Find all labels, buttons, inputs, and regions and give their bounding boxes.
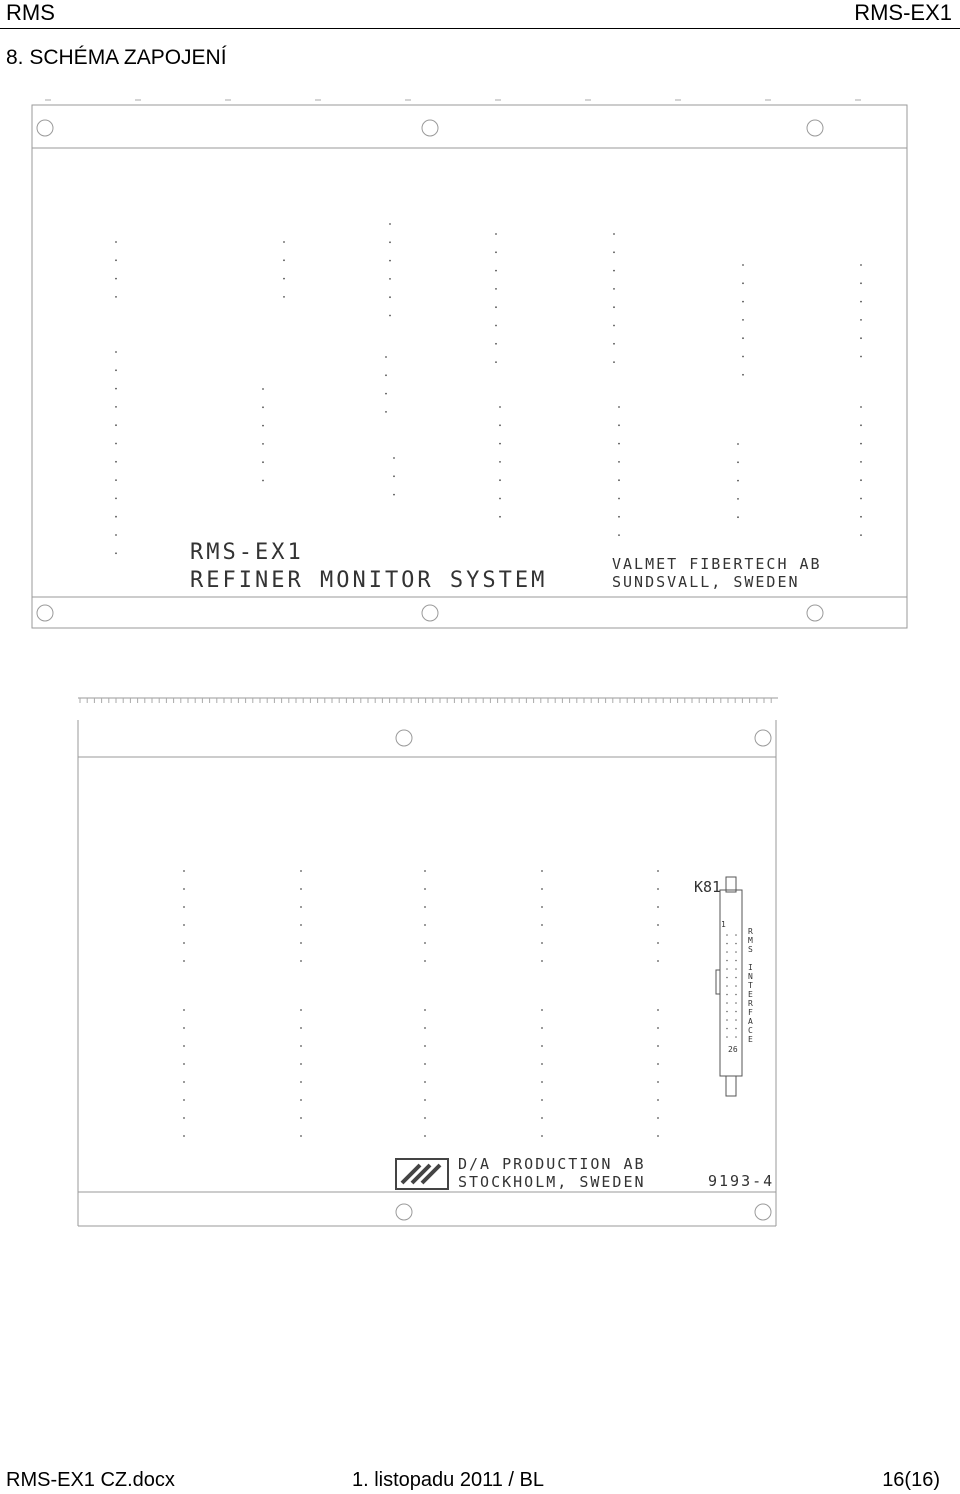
terminal-pin <box>424 1063 426 1065</box>
terminal-pin <box>262 388 264 390</box>
terminal-pin <box>495 306 497 308</box>
terminal-pin <box>115 241 117 243</box>
terminal-block-k21 <box>283 241 285 298</box>
terminal-pin <box>541 1081 543 1083</box>
terminal-block-k54 <box>860 406 862 536</box>
terminal-pin <box>393 494 395 496</box>
k81-pin <box>735 977 737 979</box>
terminal-block-k61 <box>183 870 185 962</box>
terminal-pin <box>300 1063 302 1065</box>
terminal-block-k76 <box>657 1009 659 1137</box>
terminal-pin <box>657 1135 659 1137</box>
terminal-pin <box>657 1081 659 1083</box>
terminal-pin <box>115 479 117 481</box>
terminal-pin <box>424 924 426 926</box>
board-1-outline <box>32 105 907 628</box>
k81-id: K81 <box>694 878 722 896</box>
terminal-pin <box>742 264 744 266</box>
terminal-pin <box>300 1117 302 1119</box>
terminal-pin <box>860 264 862 266</box>
terminal-pin <box>115 424 117 426</box>
terminal-block-k53 <box>860 264 862 357</box>
terminal-pin <box>283 296 285 298</box>
terminal-pin <box>183 1081 185 1083</box>
terminal-pin <box>385 411 387 413</box>
terminal-pin <box>657 924 659 926</box>
terminal-pin <box>262 443 264 445</box>
k81-pin <box>735 943 737 945</box>
footer-left: RMS-EX1 CZ.docx <box>6 1469 175 1491</box>
terminal-pin <box>393 475 395 477</box>
board-2-mounting-holes <box>396 730 771 1220</box>
terminal-pin <box>424 1135 426 1137</box>
terminal-pin <box>300 1009 302 1011</box>
k81-pin <box>735 960 737 962</box>
terminal-pin <box>495 233 497 235</box>
footer-center: 1. listopadu 2011 / BL <box>352 1469 544 1491</box>
terminal-pin <box>737 461 739 463</box>
terminal-pin <box>618 516 620 518</box>
terminal-pin <box>613 251 615 253</box>
terminal-pin <box>424 960 426 962</box>
terminal-pin <box>424 1009 426 1011</box>
terminal-block-k51 <box>742 264 744 376</box>
k81-latch-bottom <box>726 1076 736 1096</box>
terminal-block-k41 <box>495 233 497 363</box>
terminal-block-k32 <box>385 356 387 413</box>
terminal-pin <box>657 906 659 908</box>
mounting-hole <box>396 730 412 746</box>
k81-pin <box>735 1002 737 1004</box>
terminal-pin <box>389 241 391 243</box>
terminal-pin <box>860 337 862 339</box>
terminal-pin <box>499 498 501 500</box>
terminal-pin <box>541 1117 543 1119</box>
terminal-block-k12 <box>115 351 117 554</box>
terminal-pin <box>115 351 117 353</box>
mounting-hole <box>422 605 438 621</box>
terminal-pin <box>300 1027 302 1029</box>
board-2 <box>78 698 778 1226</box>
terminal-pin <box>541 1099 543 1101</box>
da-production-logo <box>396 1159 448 1189</box>
terminal-pin <box>300 924 302 926</box>
terminal-pin <box>657 870 659 872</box>
k81-pin <box>726 977 728 979</box>
k81-pin <box>726 951 728 953</box>
terminal-pin <box>495 343 497 345</box>
terminal-pin <box>115 278 117 280</box>
terminal-pin <box>262 480 264 482</box>
k81-connector <box>694 877 753 1096</box>
footer-right: 16(16) <box>882 1469 940 1491</box>
terminal-pin <box>300 1099 302 1101</box>
terminal-pin <box>300 1045 302 1047</box>
terminal-pin <box>424 1081 426 1083</box>
terminal-block-k22 <box>262 388 264 481</box>
terminal-pin <box>115 443 117 445</box>
terminal-pin <box>742 319 744 321</box>
terminal-pin <box>860 461 862 463</box>
terminal-pin <box>183 1117 185 1119</box>
k81-vertical-label: R M S I N T E R F A C E <box>748 927 753 1044</box>
terminal-pin <box>613 325 615 327</box>
board-1-title-line-1: RMS-EX1 <box>190 540 304 565</box>
section-title: 8. SCHÉMA ZAPOJENÍ <box>6 46 227 69</box>
k81-pin <box>735 951 737 953</box>
board-2-ruler <box>80 698 771 703</box>
terminal-pin <box>618 498 620 500</box>
k81-pin <box>726 960 728 962</box>
k81-pin <box>726 1002 728 1004</box>
terminal-pin <box>424 942 426 944</box>
terminal-pin <box>385 374 387 376</box>
terminal-pin <box>618 443 620 445</box>
terminal-pin <box>115 516 117 518</box>
terminal-pin <box>618 534 620 536</box>
terminal-block-k42 <box>499 406 501 518</box>
terminal-pin <box>183 1009 185 1011</box>
terminal-pin <box>613 361 615 363</box>
terminal-pin <box>495 288 497 290</box>
terminal-pin <box>613 288 615 290</box>
terminal-pin <box>737 516 739 518</box>
mounting-hole <box>422 120 438 136</box>
terminal-pin <box>424 888 426 890</box>
terminal-pin <box>300 888 302 890</box>
terminal-pin <box>115 534 117 536</box>
mounting-hole <box>807 605 823 621</box>
k81-pin <box>726 1019 728 1021</box>
board-2-company-line-2: STOCKHOLM, SWEDEN <box>458 1173 646 1191</box>
terminal-pin <box>499 443 501 445</box>
k81-pin <box>735 968 737 970</box>
board-1-terminal-blocks <box>115 223 862 554</box>
terminal-pin <box>183 1027 185 1029</box>
terminal-pin <box>613 343 615 345</box>
terminal-block-k75 <box>657 870 659 962</box>
k81-pin <box>726 934 728 936</box>
terminal-pin <box>283 278 285 280</box>
terminal-pin <box>300 870 302 872</box>
terminal-pin <box>657 960 659 962</box>
terminal-pin <box>541 870 543 872</box>
terminal-pin <box>737 443 739 445</box>
terminal-pin <box>115 296 117 298</box>
k81-pin <box>735 994 737 996</box>
k81-pin <box>726 968 728 970</box>
terminal-block-k74 <box>541 1009 543 1137</box>
terminal-pin <box>541 888 543 890</box>
terminal-pin <box>860 424 862 426</box>
terminal-pin <box>183 1135 185 1137</box>
terminal-pin <box>183 906 185 908</box>
terminal-pin <box>541 1045 543 1047</box>
terminal-pin <box>262 425 264 427</box>
mounting-hole <box>807 120 823 136</box>
terminal-pin <box>613 306 615 308</box>
terminal-pin <box>115 406 117 408</box>
terminal-pin <box>115 552 117 554</box>
board-1-title-line-2: REFINER MONITOR SYSTEM <box>190 568 548 593</box>
terminal-block-k72 <box>424 1009 426 1137</box>
terminal-pin <box>499 461 501 463</box>
terminal-pin <box>657 1099 659 1101</box>
terminal-pin <box>541 906 543 908</box>
terminal-pin <box>424 1045 426 1047</box>
terminal-pin <box>742 337 744 339</box>
terminal-pin <box>424 1117 426 1119</box>
terminal-pin <box>389 296 391 298</box>
k81-pin <box>726 1011 728 1013</box>
k81-pin <box>735 985 737 987</box>
k81-pin <box>726 985 728 987</box>
terminal-pin <box>115 461 117 463</box>
mounting-hole <box>37 605 53 621</box>
k81-pin <box>735 1036 737 1038</box>
terminal-pin <box>495 361 497 363</box>
terminal-pin <box>424 870 426 872</box>
terminal-pin <box>300 942 302 944</box>
terminal-pin <box>541 1009 543 1011</box>
terminal-block-k62 <box>183 1009 185 1137</box>
terminal-pin <box>499 406 501 408</box>
k81-key <box>716 970 720 994</box>
board-1-company-line-1: VALMET FIBERTECH AB <box>612 555 822 573</box>
k81-pin <box>726 1036 728 1038</box>
header-right: RMS-EX1 <box>854 0 952 25</box>
terminal-block-k31 <box>389 223 391 316</box>
terminal-pin <box>424 1099 426 1101</box>
terminal-pin <box>657 888 659 890</box>
board-2-company-line-1: D/A PRODUCTION AB <box>458 1155 646 1173</box>
terminal-pin <box>183 1063 185 1065</box>
terminal-pin <box>618 479 620 481</box>
terminal-pin <box>860 356 862 358</box>
k81-pins <box>726 934 737 1038</box>
terminal-block-k63 <box>300 870 302 962</box>
board-1-mounting-holes <box>37 120 823 621</box>
terminal-pin <box>657 1117 659 1119</box>
terminal-pin <box>389 223 391 225</box>
terminal-pin <box>262 461 264 463</box>
terminal-pin <box>541 1063 543 1065</box>
terminal-pin <box>115 259 117 261</box>
terminal-pin <box>283 241 285 243</box>
terminal-pin <box>860 534 862 536</box>
terminal-pin <box>860 443 862 445</box>
terminal-pin <box>499 424 501 426</box>
k81-pin <box>735 1011 737 1013</box>
terminal-pin <box>389 278 391 280</box>
terminal-pin <box>183 924 185 926</box>
terminal-pin <box>860 282 862 284</box>
terminal-pin <box>115 388 117 390</box>
terminal-pin <box>495 251 497 253</box>
board-2-drawing-number: 9193-4 <box>708 1172 775 1190</box>
terminal-pin <box>283 259 285 261</box>
terminal-block-k43 <box>613 233 615 363</box>
board-1-company-line-2: SUNDSVALL, SWEDEN <box>612 573 800 591</box>
k81-pin-last: 26 <box>728 1045 738 1054</box>
terminal-pin <box>742 282 744 284</box>
terminal-pin <box>300 1081 302 1083</box>
terminal-pin <box>115 369 117 371</box>
terminal-pin <box>541 1027 543 1029</box>
k81-pin-first: 1 <box>721 920 726 929</box>
terminal-pin <box>389 260 391 262</box>
terminal-pin <box>183 888 185 890</box>
k81-pin <box>735 1028 737 1030</box>
terminal-pin <box>742 356 744 358</box>
terminal-pin <box>657 942 659 944</box>
terminal-pin <box>393 457 395 459</box>
terminal-pin <box>424 1027 426 1029</box>
terminal-pin <box>300 1135 302 1137</box>
terminal-pin <box>613 270 615 272</box>
terminal-pin <box>860 406 862 408</box>
terminal-pin <box>499 516 501 518</box>
terminal-pin <box>183 1099 185 1101</box>
terminal-pin <box>300 960 302 962</box>
terminal-block-k71 <box>424 870 426 962</box>
mounting-hole <box>755 730 771 746</box>
terminal-pin <box>115 498 117 500</box>
terminal-pin <box>541 1135 543 1137</box>
terminal-block-k11 <box>115 241 117 298</box>
terminal-pin <box>613 233 615 235</box>
terminal-pin <box>657 1027 659 1029</box>
mounting-hole <box>37 120 53 136</box>
mounting-hole <box>755 1204 771 1220</box>
terminal-pin <box>860 516 862 518</box>
terminal-pin <box>495 270 497 272</box>
terminal-pin <box>183 960 185 962</box>
terminal-block-k73 <box>541 870 543 962</box>
terminal-pin <box>541 942 543 944</box>
terminal-pin <box>742 374 744 376</box>
terminal-pin <box>618 461 620 463</box>
terminal-pin <box>541 960 543 962</box>
terminal-pin <box>860 498 862 500</box>
terminal-pin <box>742 301 744 303</box>
terminal-block-k52 <box>737 443 739 518</box>
terminal-pin <box>618 424 620 426</box>
terminal-pin <box>183 1045 185 1047</box>
terminal-pin <box>618 406 620 408</box>
k81-pin <box>726 943 728 945</box>
terminal-pin <box>657 1009 659 1011</box>
header-left: RMS <box>6 0 55 25</box>
k81-pin <box>726 1028 728 1030</box>
terminal-pin <box>183 942 185 944</box>
board-2-terminal-blocks <box>183 870 659 1137</box>
k81-pin <box>735 1019 737 1021</box>
k81-pin <box>726 994 728 996</box>
terminal-pin <box>424 906 426 908</box>
terminal-pin <box>541 924 543 926</box>
terminal-pin <box>657 1063 659 1065</box>
terminal-pin <box>183 870 185 872</box>
terminal-pin <box>385 356 387 358</box>
terminal-pin <box>737 498 739 500</box>
k81-pin <box>735 934 737 936</box>
terminal-block-k33 <box>393 457 395 495</box>
terminal-block-k44 <box>618 406 620 536</box>
terminal-pin <box>860 301 862 303</box>
terminal-pin <box>860 319 862 321</box>
terminal-pin <box>499 479 501 481</box>
board-1 <box>32 100 907 628</box>
terminal-pin <box>300 906 302 908</box>
terminal-pin <box>495 325 497 327</box>
terminal-pin <box>860 479 862 481</box>
terminal-pin <box>657 1045 659 1047</box>
terminal-pin <box>385 393 387 395</box>
mounting-hole <box>396 1204 412 1220</box>
terminal-pin <box>737 480 739 482</box>
terminal-pin <box>262 406 264 408</box>
terminal-block-k64 <box>300 1009 302 1137</box>
terminal-pin <box>389 315 391 317</box>
